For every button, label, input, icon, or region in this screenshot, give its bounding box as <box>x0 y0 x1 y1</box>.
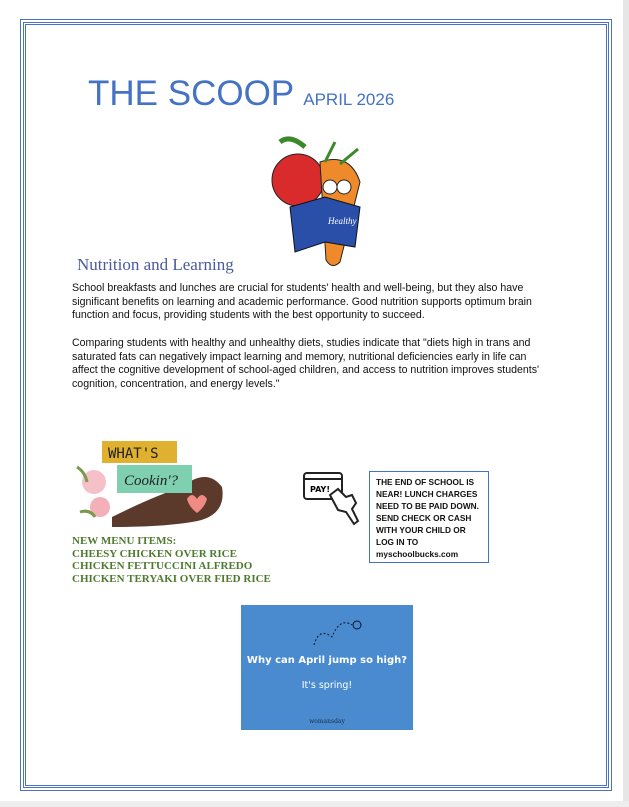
logo-line2: Cookin'? <box>124 473 179 489</box>
article-paragraph: Comparing students with healthy and unhealthy diets, studies indicate that "diets high in trans and saturated fats can negatively impact learning and memory, nutritional deficiencies early in life can affect the cognitive development of school-aged children, and access to nutrition improves students' cognition, concentration, and energy levels." <box>72 337 540 390</box>
menu-item: CHEESY CHICKEN OVER RICE <box>72 547 237 560</box>
apple-carrot-reading-illustration <box>260 132 391 272</box>
joke-source: womansday <box>309 718 345 725</box>
pay-hand-icon <box>300 470 362 526</box>
menu-item: CHICKEN TERYAKI OVER FIED RICE <box>72 572 271 585</box>
page-edge <box>623 0 629 807</box>
title-text: THE SCOOP <box>88 74 294 113</box>
joke-question: Why can April jump so high? <box>246 655 408 666</box>
article-paragraph: School breakfasts and lunches are crucial for students' health and well-being, but they also have significant benefits on learning and academic performance. Good nutrition supports optimum brain function and focus, providing students with the best opportunity to succeed. <box>72 282 532 322</box>
article-heading: Nutrition and Learning <box>77 255 234 274</box>
jump-path-flower-icon <box>311 617 371 647</box>
logo-line1: WHAT'S <box>108 446 159 462</box>
newsletter-title <box>88 74 394 114</box>
issue-date: APRIL 2026 <box>303 90 395 109</box>
menu-list <box>72 535 271 585</box>
pay-label: PAY! <box>310 485 330 494</box>
april-joke-card <box>241 605 413 730</box>
menu-heading: NEW MENU ITEMS: <box>72 535 177 547</box>
menu-item: CHICKEN FETTUCCINI ALFREDO <box>72 560 253 572</box>
whats-cookin-logo <box>72 437 222 532</box>
joke-answer: It's spring! <box>301 680 353 691</box>
lunch-charges-notice: THE END OF SCHOOL IS NEAR! LUNCH CHARGES NEED TO BE PAID DOWN. SEND CHECK OR CASH WITH YOUR CHILD OR LOG IN TO myschoolbucks.com <box>369 471 489 563</box>
book-text: Healthy is Happy <box>328 216 391 226</box>
page-edge-bottom <box>0 801 629 807</box>
